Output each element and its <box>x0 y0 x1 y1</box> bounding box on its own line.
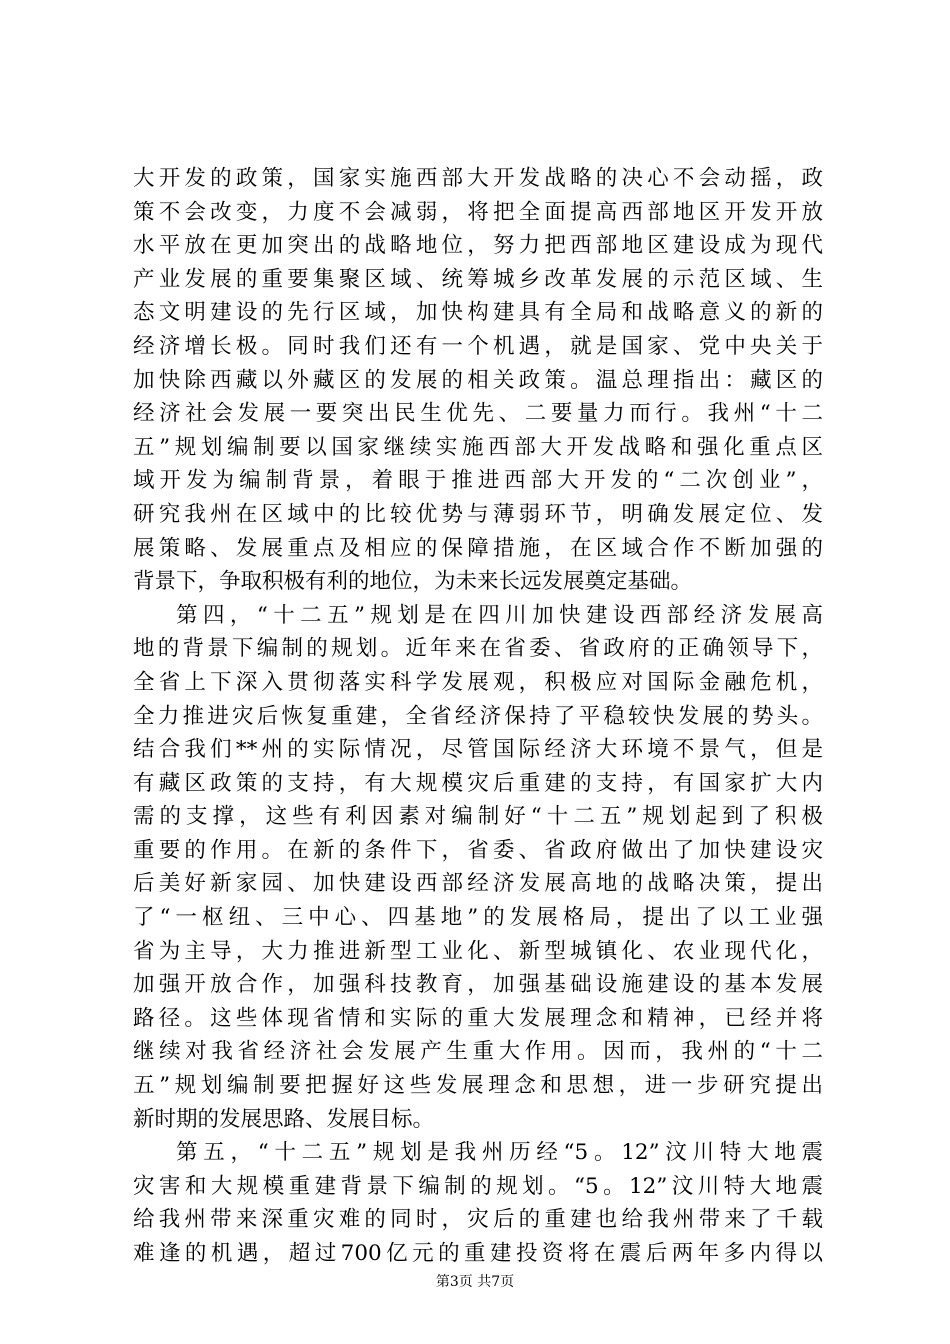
text-line: 给我州带来深重灾难的同时，灾后的重建也给我州带来了千载 <box>133 1207 823 1233</box>
text-line: 地的背景下编制的规划。近年来在省委、省政府的正确领导下， <box>133 636 823 662</box>
text-line: 继续对我省经济社会发展产生重大作用。因而，我州的“十二 <box>133 1039 823 1065</box>
text-line: 域开发为编制背景，着眼于推进西部大开发的“二次创业”， <box>133 468 823 494</box>
text-line: 研究我州在区域中的比较优势与薄弱环节，明确发展定位、发 <box>133 501 823 527</box>
text-line: 五”规划编制要把握好这些发展理念和思想，进一步研究提出 <box>133 1073 823 1099</box>
document-body <box>133 162 823 1271</box>
text-line: 五”规划编制要以国家继续实施西部大开发战略和强化重点区 <box>133 434 823 460</box>
text-line: 全省上下深入贯彻落实科学发展观，积极应对国际金融危机， <box>133 669 823 695</box>
text-line: 有藏区政策的支持，有大规模灾后重建的支持，有国家扩大内 <box>133 770 823 796</box>
text-line: 结合我们**州的实际情况，尽管国际经济大环境不景气，但是 <box>133 737 823 763</box>
text-line: 加快除西藏以外藏区的发展的相关政策。温总理指出：藏区的 <box>133 367 823 393</box>
text-line: 全力推进灾后恢复重建，全省经济保持了平稳较快发展的势头。 <box>133 703 823 729</box>
text-line: 态文明建设的先行区域，加快构建具有全局和战略意义的新的 <box>133 300 823 326</box>
text-line: 灾害和大规模重建背景下编制的规划。“5。12”汶川特大地震 <box>133 1173 823 1199</box>
paragraph <box>133 1136 823 1270</box>
text-line: 省为主导，大力推进新型工业化、新型城镇化、农业现代化， <box>133 938 823 964</box>
text-line: 加强开放合作，加强科技教育，加强基础设施建设的基本发展 <box>133 972 823 998</box>
text-line: 背景下，争取积极有利的地位，为未来长远发展奠定基础。 <box>133 569 693 595</box>
paragraph <box>133 599 823 1137</box>
text-line: 第五，“十二五”规划是我州历经“5。12”汶川特大地震 <box>176 1140 823 1166</box>
text-line: 水平放在更加突出的战略地位，努力把西部地区建设成为现代 <box>133 233 823 259</box>
text-line: 策不会改变，力度不会减弱，将把全面提高西部地区开发开放 <box>133 199 823 225</box>
text-line: 产业发展的重要集聚区域、统筹城乡改革发展的示范区域、生 <box>133 266 823 292</box>
text-line: 经济社会发展一要突出民生优先、二要量力而行。我州“十二 <box>133 401 823 427</box>
text-line: 经济增长极。同时我们还有一个机遇，就是国家、党中央关于 <box>133 333 823 359</box>
text-line: 难逢的机遇，超过700亿元的重建投资将在震后两年多内得以 <box>133 1241 823 1266</box>
text-line: 路径。这些体现省情和实际的重大发展理念和精神，已经并将 <box>133 1005 823 1031</box>
paragraph <box>133 162 823 599</box>
page-footer: 第3页 共7页 <box>435 1274 515 1290</box>
text-line: 展策略、发展重点及相应的保障措施，在区域合作不断加强的 <box>133 535 823 561</box>
text-line: 需的支撑，这些有利因素对编制好“十二五”规划起到了积极 <box>133 804 823 830</box>
text-line: 新时期的发展思路、发展目标。 <box>133 1106 435 1132</box>
text-line: 第四，“十二五”规划是在四川加快建设西部经济发展高 <box>176 602 823 628</box>
text-line: 重要的作用。在新的条件下，省委、省政府做出了加快建设灾 <box>133 837 823 863</box>
text-line: 后美好新家园、加快建设西部经济发展高地的战略决策，提出 <box>133 871 823 897</box>
text-line: 大开发的政策，国家实施西部大开发战略的决心不会动摇，政 <box>133 166 823 191</box>
text-line: 了“一枢纽、三中心、四基地”的发展格局，提出了以工业强 <box>133 905 823 931</box>
